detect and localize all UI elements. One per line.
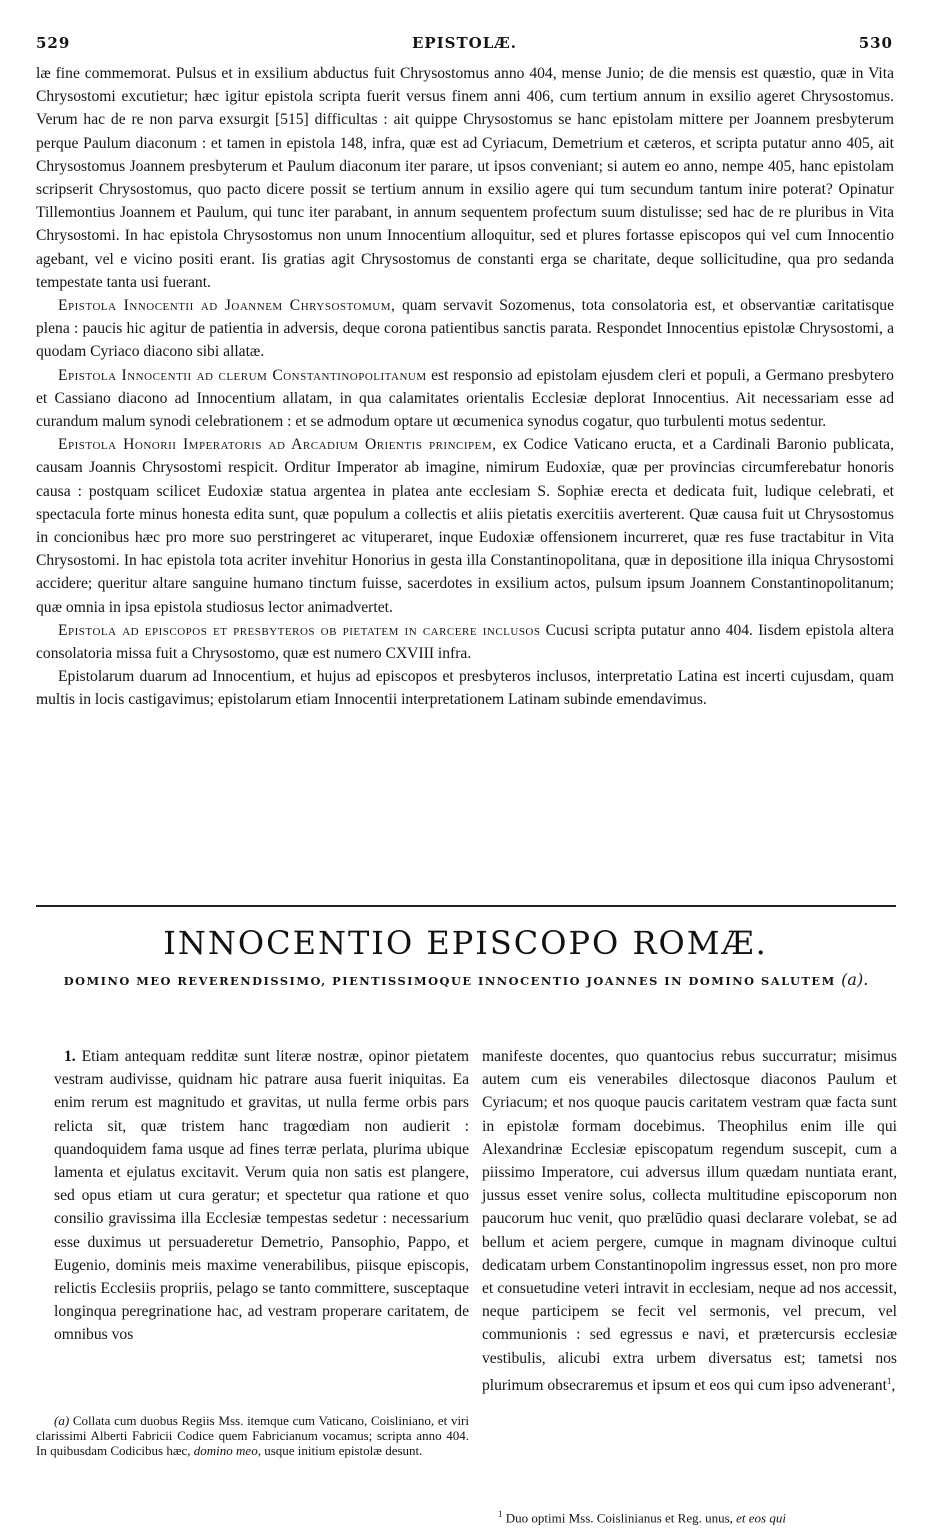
intro-paragraph: Epistolarum duarum ad Innocentium, et hujus ad episcopos et presbyteros inclusos, interpretatio Latina est incerti cujusdam, quam multis in locis castigavimus; epistolarum etiam Innocentii interpretationem Latinam subinde emendavimus. [36, 668, 894, 709]
footnote-left [36, 1413, 469, 1459]
salutation-text: DOMINO MEO REVERENDISSIMO, PIENTISSIMOQUE INNOCENTIO JOANNES IN DOMINO SALUTEM [63, 974, 836, 988]
letter-column-right [482, 1045, 897, 1397]
intro-paragraph [36, 294, 894, 364]
paragraph-heading: Epistola ad episcopos et presbyteros ob pietatem in carcere inclusos [58, 621, 541, 639]
footnote [482, 1506, 902, 1526]
paragraph-body: Cucusi scripta putatur anno 404. Iisdem epistola altera consolatoria missa fuit a Chrysostomo, quæ est numero CXVIII infra. [36, 621, 895, 663]
intro-paragraph [36, 364, 894, 434]
intro-paragraph [36, 619, 894, 665]
left-page-number: 529 [36, 34, 71, 52]
column-text: Etiam antequam redditæ sunt literæ nostræ, opinor pietatem vestram audivisse, quidnam hic patrare ausa fuerit iniquitas. Ea enim rerum est magnitudo et gravitas, ut nulla ferme orbis pars relicta sit, quæ tristem hanc tragœdiam non audierit : quandoquidem fama usque ad fines terræ perlata, plurima ubique lamenta et ejulatus excitavit. Verum quia non satis est plangere, sed opus etiam ut cura geratur; et spectetur qua ratione et quo consilio gravissima illa Ecclesiæ tempestas sedetur : necessarium esse duximus ut persuaderetur Demetrio, Pansophio, Pappo, et Eugenio, dominis meis maxime venerabilibus, piisque episcopis, relictis Ecclesiis propriis, pelago se tanto committere, susceptaque longinqua peregrinatione hac, ad vestram properare caritatem, de omnibus vos [54, 1048, 469, 1344]
footnote-text: Collata cum duobus Regiis Mss. itemque cum Vaticano, Coisliniano, et viri clarissimi Alberti Fabricii Codice quem Fabricianum vocamus; scripta anno 404. In quibusdam Codicibus hæc, [36, 1413, 469, 1459]
salutation-note-mark: (a). [841, 970, 869, 989]
letter-salutation [36, 970, 896, 989]
paragraph-heading: Epistola Innocentii ad clerum Constantinopolitanum [58, 366, 427, 384]
footnote-right [482, 1506, 902, 1526]
introduction-text [36, 62, 894, 712]
footnote-mark: 1 [498, 1509, 503, 1519]
paragraph-heading: Epistola Honorii Imperatoris ad Arcadium Orientis principem, [58, 436, 497, 454]
paragraph-body: ex Codice Vaticano eructa, et a Cardinali Baronio publicata, causam Joannis Chrysostomi respicit. Orditur Imperator ab imagine, nimirum Eudoxiæ, quæ per provincias circumferebatur honoris causa : postquam scilicet Eudoxiæ statua argentea in platea ante ecclesiam S. Sophiæ erecta et dedicata fuit, ludique celebrati, et spectacula forte minus honesta edita sunt, quæ populum a collectis et aliis pietatis exercitiis averterent. Quæ causa fuit ut Chrysostomus in concionibus hæc pro more suo perstringeret ac vituperaret, inque Eudoxiæ offensionem incurreret, quæ res fuse tractabitur in Vita Chrysostomi. In hac epistola tota acriter invehitur Honorius in gesta illa Constantinopolitana, quæ in depositione illa iniqua Chrysostomi accidere; queritur altare sanguine humano tinctum fuisse, sacerdotes in exsilium actos, pulsum ipsum Joannem Constantinopolitanum; quæ omnia in ipsa epistola studiosus lector animadvertet. [36, 436, 894, 616]
running-title: EPISTOLÆ. [411, 34, 518, 52]
footnote-text: Duo optimi Mss. Coislinianus et Reg. unus, [502, 1510, 737, 1526]
letter-column-left [54, 1045, 469, 1347]
letter-paragraph [54, 1045, 469, 1347]
footnote-text-italic: et eos qui [736, 1510, 786, 1526]
section-divider [36, 905, 896, 907]
paragraph-heading: Epistola Innocentii ad Joannem Chrysostomum, [58, 297, 396, 315]
footnote-mark: (a) [54, 1413, 70, 1428]
right-page-number: 530 [858, 34, 893, 52]
column-text: manifeste docentes, quo quantocius rebus succurratur; misimus autem cum eis venerabiles dilectosque diaconos Paulum et Cyriacum; et nos quoque paucis caritatem vestram quæ facta sunt in epistolæ formam docebimus. Theophilus enim ille qui Alexandrinæ Ecclesiæ episcopatum regendum suscepit, cum a piissimo Imperatore, cui adversus illum quædam nuntiata erant, jussus esset venire solus, collecta multitudine episcoporum non paucorum huc venit, quo prælūdio quasi declarare volebat, se ad bellum et aciem pergere, cumque in magnam divinoque cultui dedicatam urbem Constantinopolim ingressus esset, non pro more et consuetudine veteri intravit in ecclesiam, neque ad nos accessit, neque participem se fecit vel sermonis, vel precum, vel communionis : sed egressus e navi, et prætercursis ecclesiæ vestibulis, alicubi extra urbem diversatus est; tametsi nos plurimum obsecraremus et ipsum et eos qui cum ipso advenerant [482, 1048, 897, 1395]
paragraph-body: est responsio ad epistolam ejusdem cleri et populi, a Germano presbytero et Cassiano diacono ad Innocentium allatam, in qua calamitates orientalis Ecclesiæ deplorat Innocentius. Ait necessariam esse ad curandum malum synodi celebrationem : et se admodum optare ut œcumenica synodus cogatur, quo turbulenti motus sedentur. [36, 366, 894, 431]
section-number: 1. [64, 1048, 76, 1065]
footnote-reference: 1 [886, 1375, 892, 1386]
paragraph-body: quam servavit Sozomenus, tota consolatoria est, et observantiæ caritatisque plena : paucis hic agitur de patientia in adversis, deque corona patientibus sanctis parata. Respondet Innocentius epistolæ Chrysostomi, a quodam Cyriaco diacono sibi allatæ. [36, 297, 894, 361]
intro-paragraph: læ fine commemorat. Pulsus et in exsilium abductus fuit Chrysostomus anno 404, mense Junio; de die mensis est quæstio, quæ in Vita Chrysostomi excutietur; hæc igitur epistola scripta fuerit versus finem anni 406, cum tertium annum in exsilio ageret Chrysostomus. Verum hac de re non parva exsurgit [515] difficultas : ait quippe Chrysostomus se hanc epistolam mittere per Joannem presbyterum perque Paulum diaconum : et tamen in epistola 148, infra, quæ est ad Cyriacum, Demetrium et cæteros, et scripta putatur anno 405, ait Chrysostomus Joannem presbyterum et Paulum diaconum iter parare, ut ipsos conveniant; si autem eo anno, nempe 405, hanc epistolam scripserit Chrysostomus, quo pacto dicere possit se tertium annum in exsilio agere qui tum secundum tantum inire poterat? Opinatur Tillemontius Joannem et Paulum, qui tunc iter parabant, in annum sequentem profectum suum distulisse; sed hac de re pluribus in Vita Chrysostomi. In hac epistola Chrysostomus non unum Innocentium alloquitur, sed et plures fortasse episcopos qui vel cum Innocentio agebant, vel e vicino positi erant. Iis gratias agit Chrysostomus de constanti erga se charitate, deque sollicitudine, qua pro sedanda tempestate tanta usi fuerant. [36, 65, 894, 291]
footnote [36, 1413, 469, 1459]
column-text-end: , [891, 1377, 896, 1395]
letter-paragraph [482, 1045, 897, 1397]
letter-title: INNOCENTIO EPISCOPO ROMÆ. [163, 924, 768, 962]
intro-paragraph [36, 433, 894, 619]
footnote-text: , usque initium epistolæ desunt. [257, 1443, 423, 1459]
footnote-text-italic: domino meo [193, 1443, 258, 1459]
running-head [36, 34, 893, 58]
